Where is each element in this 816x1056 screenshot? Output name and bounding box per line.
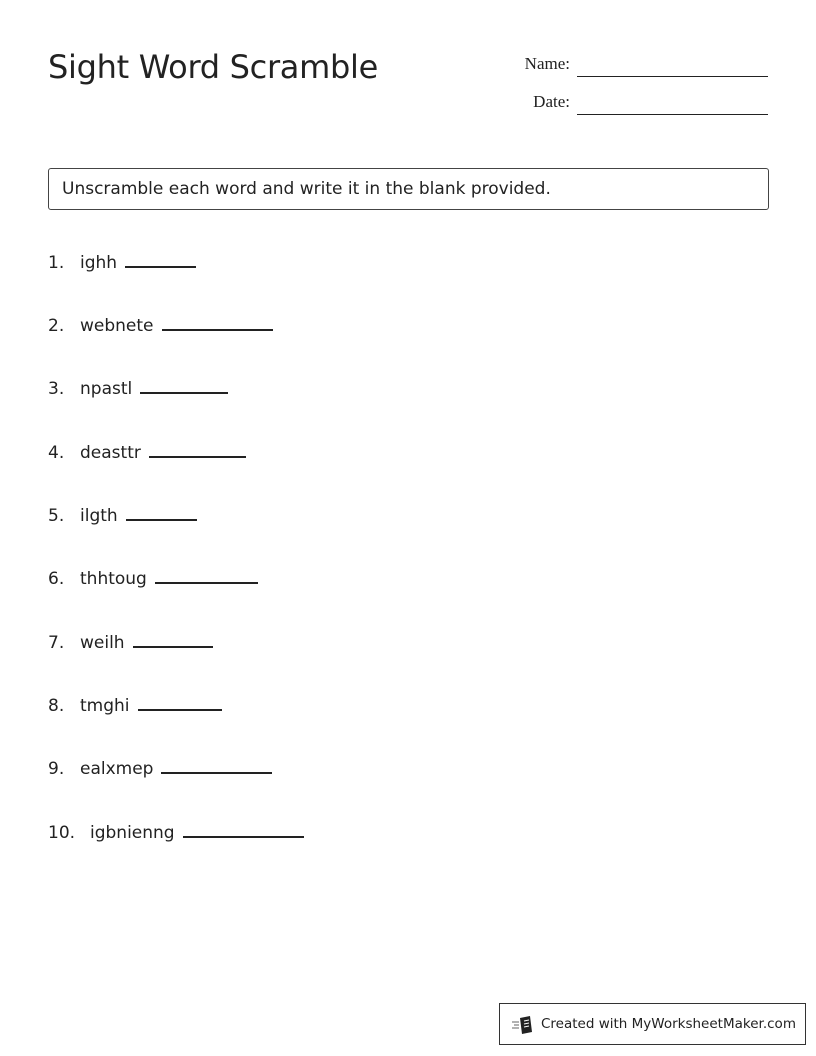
item-number: 8. <box>48 696 65 716</box>
item-number: 9. <box>48 759 65 779</box>
scrambled-word: ighh <box>80 253 118 273</box>
item-number: 2. <box>48 316 65 336</box>
date-label: Date: <box>533 92 570 111</box>
word-item <box>48 821 304 845</box>
answer-blank[interactable] <box>161 758 272 774</box>
item-number: 4. <box>48 443 65 463</box>
answer-blank[interactable] <box>138 695 222 711</box>
item-number: 3. <box>48 379 65 399</box>
scrambled-word: ealxmep <box>80 759 154 779</box>
scrambled-word: igbnienng <box>90 823 175 843</box>
answer-blank[interactable] <box>162 315 273 331</box>
word-item <box>48 757 272 781</box>
word-item <box>48 314 273 338</box>
name-label: Name: <box>524 54 570 73</box>
date-field <box>470 92 570 114</box>
page-title: Sight Word Scramble <box>48 48 378 86</box>
word-item <box>48 377 228 401</box>
word-item <box>48 631 213 655</box>
answer-blank[interactable] <box>140 378 228 394</box>
date-line[interactable] <box>577 114 768 115</box>
item-number: 5. <box>48 506 65 526</box>
scrambled-word: npastl <box>80 379 133 399</box>
scrambled-word: ilgth <box>80 506 118 526</box>
answer-blank[interactable] <box>149 442 246 458</box>
answer-blank[interactable] <box>183 822 304 838</box>
word-item <box>48 504 197 528</box>
scrambled-word: webnete <box>80 316 154 336</box>
instructions-box: Unscramble each word and write it in the blank provided. <box>48 168 769 210</box>
scrambled-word: deasttr <box>80 443 141 463</box>
word-item <box>48 441 246 465</box>
answer-blank[interactable] <box>155 568 258 584</box>
answer-blank[interactable] <box>133 632 213 648</box>
footer-credit <box>499 1003 806 1045</box>
worksheet-logo-icon <box>512 1016 534 1034</box>
scrambled-word: weilh <box>80 633 125 653</box>
item-number: 7. <box>48 633 65 653</box>
answer-blank[interactable] <box>125 252 196 268</box>
word-item <box>48 251 196 275</box>
name-field <box>470 54 570 76</box>
scrambled-word: thhtoug <box>80 569 147 589</box>
item-number: 6. <box>48 569 65 589</box>
footer-text: Created with MyWorksheetMaker.com <box>541 1016 796 1032</box>
name-line[interactable] <box>577 76 768 77</box>
item-number: 1. <box>48 253 65 273</box>
scrambled-word: tmghi <box>80 696 130 716</box>
answer-blank[interactable] <box>126 505 197 521</box>
item-number: 10. <box>48 823 76 843</box>
word-item <box>48 567 258 591</box>
word-item <box>48 694 222 718</box>
